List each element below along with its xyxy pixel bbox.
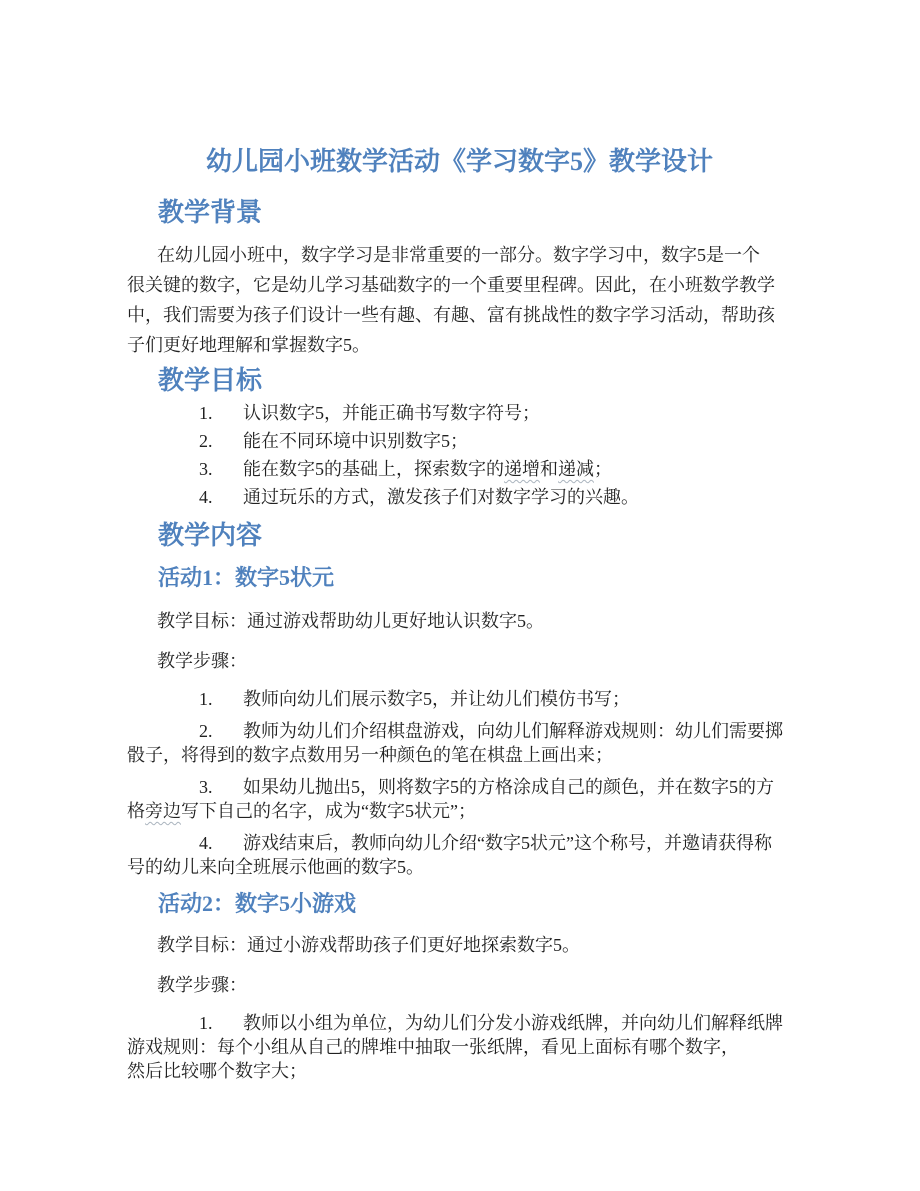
list-item xyxy=(127,485,792,509)
list-item-text: 教师为幼儿们介绍棋盘游戏，向幼儿们解释游戏规则：幼儿们需要掷 xyxy=(243,721,783,741)
list-item-text: 教师向幼儿们展示数字5，并让幼儿们模仿书写； xyxy=(243,689,630,709)
list-item-text: 游戏规则：每个小组从自己的牌堆中抽取一张纸牌，看见上面标有哪个数字， xyxy=(127,1037,739,1057)
list-item xyxy=(127,429,792,453)
section-heading-content: 教学内容 xyxy=(158,521,263,550)
background-paragraph xyxy=(127,240,792,360)
list-item-number: 4. xyxy=(199,487,213,507)
list-item-number: 3. xyxy=(199,777,213,797)
section-heading-background: 教学背景 xyxy=(158,198,263,227)
activity-1-goal: 教学目标：通过游戏帮助幼儿更好地认识数字5。 xyxy=(157,611,544,631)
activity-2-steps-list xyxy=(127,1011,792,1083)
section-heading-goals: 教学目标 xyxy=(158,366,263,395)
list-item-text: 格旁边写下自己的名字，成为“数字5状元”； xyxy=(127,801,476,821)
activity-2-steps-label: 教学步骤： xyxy=(157,975,247,995)
activity-1-steps-label: 教学步骤： xyxy=(157,651,247,671)
text-line: 中，我们需要为孩子们设计一些有趣、有趣、富有挑战性的数字学习活动，帮助孩 xyxy=(127,305,775,325)
list-item-number: 3. xyxy=(199,459,213,479)
activity-1-steps-list xyxy=(127,687,792,879)
text-line: 在幼儿园小班中，数字学习是非常重要的一部分。数字学习中，数字5是一个 xyxy=(157,245,760,265)
list-item xyxy=(127,401,792,425)
goals-list xyxy=(127,401,792,509)
list-item-number: 1. xyxy=(199,1013,213,1033)
list-item xyxy=(127,687,792,711)
list-item-number: 1. xyxy=(199,689,213,709)
activity-1-heading: 活动1：数字5状元 xyxy=(158,565,335,590)
list-item xyxy=(127,775,792,823)
list-item xyxy=(127,719,792,767)
list-item xyxy=(127,831,792,879)
list-item-number: 2. xyxy=(199,721,213,741)
text-line: 子们更好地理解和掌握数字5。 xyxy=(127,335,370,355)
list-item-number: 2. xyxy=(199,431,213,451)
list-item-number: 4. xyxy=(199,833,213,853)
document-title: 幼儿园小班数学活动《学习数字5》教学设计 xyxy=(205,147,713,176)
list-item-text: 能在不同环境中识别数字5； xyxy=(243,431,468,451)
list-item-text: 号的幼儿来向全班展示他画的数字5。 xyxy=(127,857,424,877)
list-item-text: 骰子，将得到的数字点数用另一种颜色的笔在棋盘上画出来； xyxy=(127,745,613,765)
list-item-text: 通过玩乐的方式，激发孩子们对数字学习的兴趣。 xyxy=(243,487,639,507)
list-item-number: 1. xyxy=(199,403,213,423)
activity-2-goal: 教学目标：通过小游戏帮助孩子们更好地探索数字5。 xyxy=(157,935,580,955)
list-item-text: 然后比较哪个数字大； xyxy=(127,1061,307,1081)
list-item xyxy=(127,457,792,481)
list-item-text: 能在数字5的基础上，探索数字的递增和递减； xyxy=(243,459,612,479)
list-item-text: 教师以小组为单位，为幼儿们分发小游戏纸牌，并向幼儿们解释纸牌 xyxy=(243,1013,783,1033)
activity-2-heading: 活动2：数字5小游戏 xyxy=(158,891,357,916)
text-line: 很关键的数字，它是幼儿学习基础数字的一个重要里程碑。因此，在小班数学教学 xyxy=(127,275,775,295)
list-item-text: 认识数字5，并能正确书写数字符号； xyxy=(243,403,540,423)
list-item-text: 如果幼儿抛出5，则将数字5的方格涂成自己的颜色，并在数字5的方 xyxy=(243,777,774,797)
list-item xyxy=(127,1011,792,1083)
list-item-text: 游戏结束后，教师向幼儿介绍“数字5状元”这个称号，并邀请获得称 xyxy=(243,833,772,853)
